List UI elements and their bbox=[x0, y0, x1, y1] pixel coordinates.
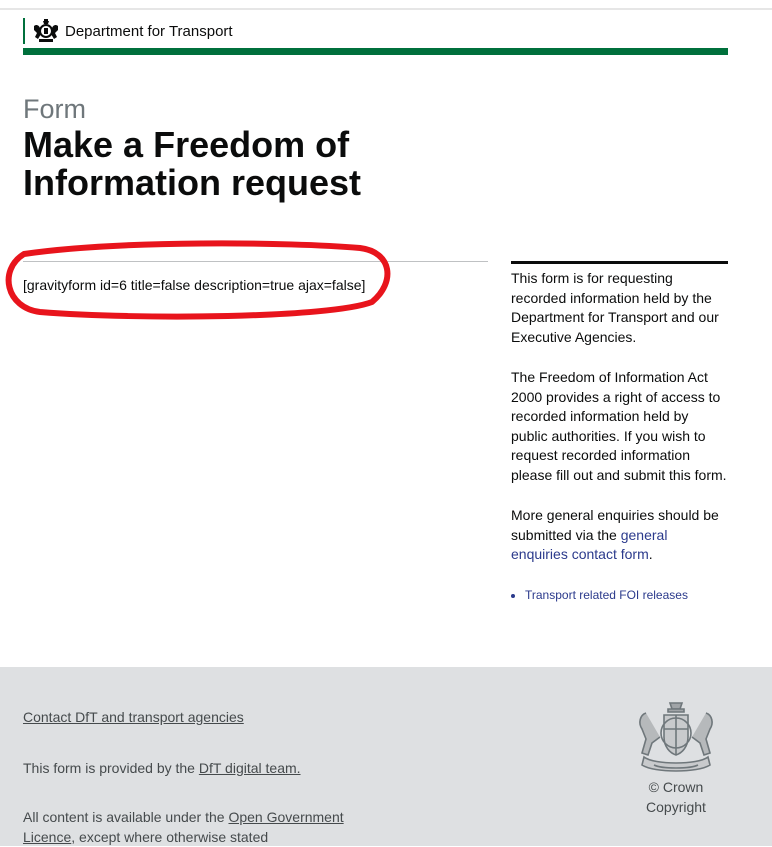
licence-text: All content is available under the bbox=[23, 809, 229, 825]
header-accent-bar bbox=[23, 18, 25, 44]
enquiries-text: More general enquiries should be submitted via the bbox=[511, 507, 719, 543]
red-annotation-ellipse bbox=[0, 236, 396, 322]
site-header bbox=[23, 18, 233, 44]
enquiries-text-end: . bbox=[648, 546, 653, 562]
sidebar bbox=[511, 261, 728, 603]
contact-dft-link[interactable]: Contact DfT and transport agencies bbox=[23, 709, 244, 725]
page-caption: Form bbox=[23, 94, 86, 124]
site-footer bbox=[0, 667, 772, 846]
sidebar-rule bbox=[511, 261, 728, 264]
header-green-band bbox=[23, 48, 728, 55]
provided-by-text: This form is provided by the bbox=[23, 760, 199, 776]
sidebar-paragraph-purpose: This form is for requesting recorded information held by the Department for Transport and our Executive Agencies. bbox=[511, 270, 719, 345]
royal-coat-of-arms-icon bbox=[632, 699, 720, 775]
top-rule bbox=[0, 8, 772, 10]
sidebar-paragraph-foi-act: The Freedom of Information Act 2000 provides a right of access to recorded information held by public authorities. If you wish to request recorded information please fill out and submit this form. bbox=[511, 369, 727, 483]
related-links-list bbox=[511, 587, 728, 603]
open-government-licence-link[interactable]: Open Government Licence bbox=[23, 809, 344, 845]
dft-digital-team-link[interactable]: DfT digital team. bbox=[198, 760, 301, 776]
footer-provided-by bbox=[23, 759, 301, 779]
page-title: Make a Freedom of Information request bbox=[23, 124, 362, 203]
general-enquiries-link[interactable]: general enquiries contact form bbox=[511, 526, 668, 562]
licence-text-end: , except where otherwise stated bbox=[71, 828, 269, 845]
crown-copyright: © Crown Copyright bbox=[646, 779, 706, 815]
sidebar-paragraph-enquiries bbox=[511, 506, 728, 565]
form-shortcode-text: [gravityform id=6 title=false description=true ajax=false] bbox=[23, 277, 366, 293]
list-item bbox=[525, 587, 728, 603]
org-name[interactable]: Department for Transport bbox=[65, 22, 233, 40]
royal-crest-icon[interactable] bbox=[31, 18, 61, 44]
footer-licence bbox=[23, 808, 363, 847]
foi-releases-link[interactable]: Transport related FOI releases bbox=[525, 587, 688, 602]
footer-contact bbox=[23, 708, 244, 728]
